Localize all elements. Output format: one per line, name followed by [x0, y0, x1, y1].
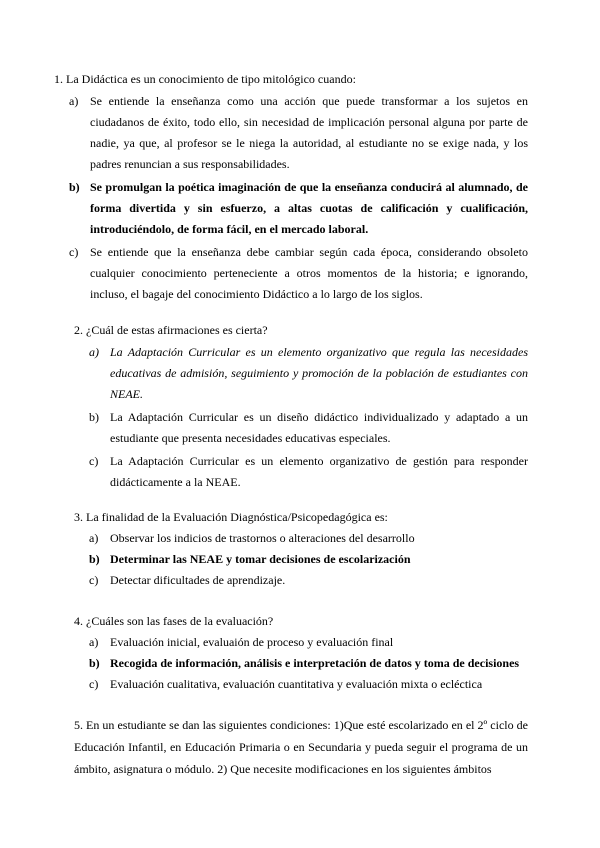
- question-4-stem: 4. ¿Cuáles son las fases de la evaluación?: [74, 614, 274, 628]
- question-1-option-a: [54, 91, 528, 175]
- option-text: Detectar dificultades de aprendizaje.: [110, 573, 286, 587]
- option-marker: b): [89, 656, 100, 670]
- option-marker: c): [89, 454, 99, 468]
- question-4-option-a: [74, 632, 534, 653]
- question-2: [74, 320, 528, 493]
- question-3-option-b: [74, 549, 528, 570]
- option-text: Se promulgan la poética imaginación de que la enseñanza conducirá al alumnado, de forma divertida y sin esfuerzo, a altas cuotas de calificación y cualificación, introduciéndolo, de forma fácil, en el mercado laboral.: [90, 180, 528, 236]
- question-4-option-c: [74, 674, 534, 695]
- question-1: [54, 69, 528, 305]
- question-1-stem: 1. La Didáctica es un conocimiento de tipo mitológico cuando:: [54, 72, 356, 86]
- option-text: Se entiende que la enseñanza debe cambiar según cada época, considerando obsoleto cualquier conocimiento perteneciente a otros momentos de la historia; e ignorando, incluso, el bagaje del conocimiento Didáctico a lo largo de los siglos.: [90, 245, 528, 301]
- question-5: [74, 714, 528, 780]
- option-text: La Adaptación Curricular es un elemento organizativo que regula las necesidades educativas de admisión, seguimiento y promoción de la población de estudiantes con NEAE.: [110, 345, 528, 401]
- option-marker: a): [89, 531, 99, 545]
- option-text: Se entiende la enseñanza como una acción que puede transformar a los sujetos en ciudadanos de éxito, todo ello, sin necesidad de implicación personal alguna por parte de nadie, ya que, al profesor se le niega la autoridad, al estudiante no se exige nada, y los padres renuncian a sus responsabilidades.: [90, 94, 528, 171]
- question-1-option-b: [54, 177, 528, 240]
- option-text: Recogida de información, análisis e interpretación de datos y toma de decisiones: [110, 656, 520, 670]
- option-text: Observar los indicios de trastornos o alteraciones del desarrollo: [110, 531, 415, 545]
- option-marker: b): [89, 552, 100, 566]
- question-1-option-c: [54, 242, 528, 305]
- question-3-option-c: [74, 570, 528, 591]
- option-marker: a): [89, 635, 99, 649]
- option-text: Evaluación cualitativa, evaluación cuantitativa y evaluación mixta o ecléctica: [110, 677, 483, 691]
- option-text: Evaluación inicial, evaluaión de proceso y evaluación final: [110, 635, 394, 649]
- option-marker: a): [69, 94, 79, 108]
- question-2-option-a: [74, 342, 528, 405]
- option-marker: c): [69, 245, 79, 259]
- option-marker: b): [89, 410, 99, 424]
- option-text: La Adaptación Curricular es un elemento organizativo de gestión para responder didácticamente a la NEAE.: [110, 454, 528, 489]
- question-3-stem: 3. La finalidad de la Evaluación Diagnóstica/Psicopedagógica es:: [74, 510, 388, 524]
- question-3-option-a: [74, 528, 528, 549]
- question-2-stem: 2. ¿Cuál de estas afirmaciones es cierta?: [74, 323, 268, 337]
- option-marker: c): [89, 573, 99, 587]
- question-3: [74, 507, 528, 591]
- option-marker: a): [89, 345, 99, 359]
- option-marker: b): [69, 180, 80, 194]
- option-marker: c): [89, 677, 99, 691]
- question-2-option-b: [74, 407, 528, 449]
- question-2-option-c: [74, 451, 528, 493]
- question-4: [74, 611, 534, 695]
- question-4-option-b: [74, 653, 534, 674]
- option-text: Determinar las NEAE y tomar decisiones de escolarización: [110, 552, 411, 566]
- option-text: La Adaptación Curricular es un diseño didáctico individualizado y adaptado a un estudiante que presenta necesidades educativas especiales.: [110, 410, 528, 445]
- question-5-stem: 5. En un estudiante se dan las siguientes condiciones: 1)Que esté escolarizado en el 2º ciclo de Educación Infantil, en Educación Primaria o en Secundaria y pueda seguir el programa de un ámbito, asignatura o módulo. 2) Que necesite modificaciones en los siguientes ámbitos: [74, 718, 528, 776]
